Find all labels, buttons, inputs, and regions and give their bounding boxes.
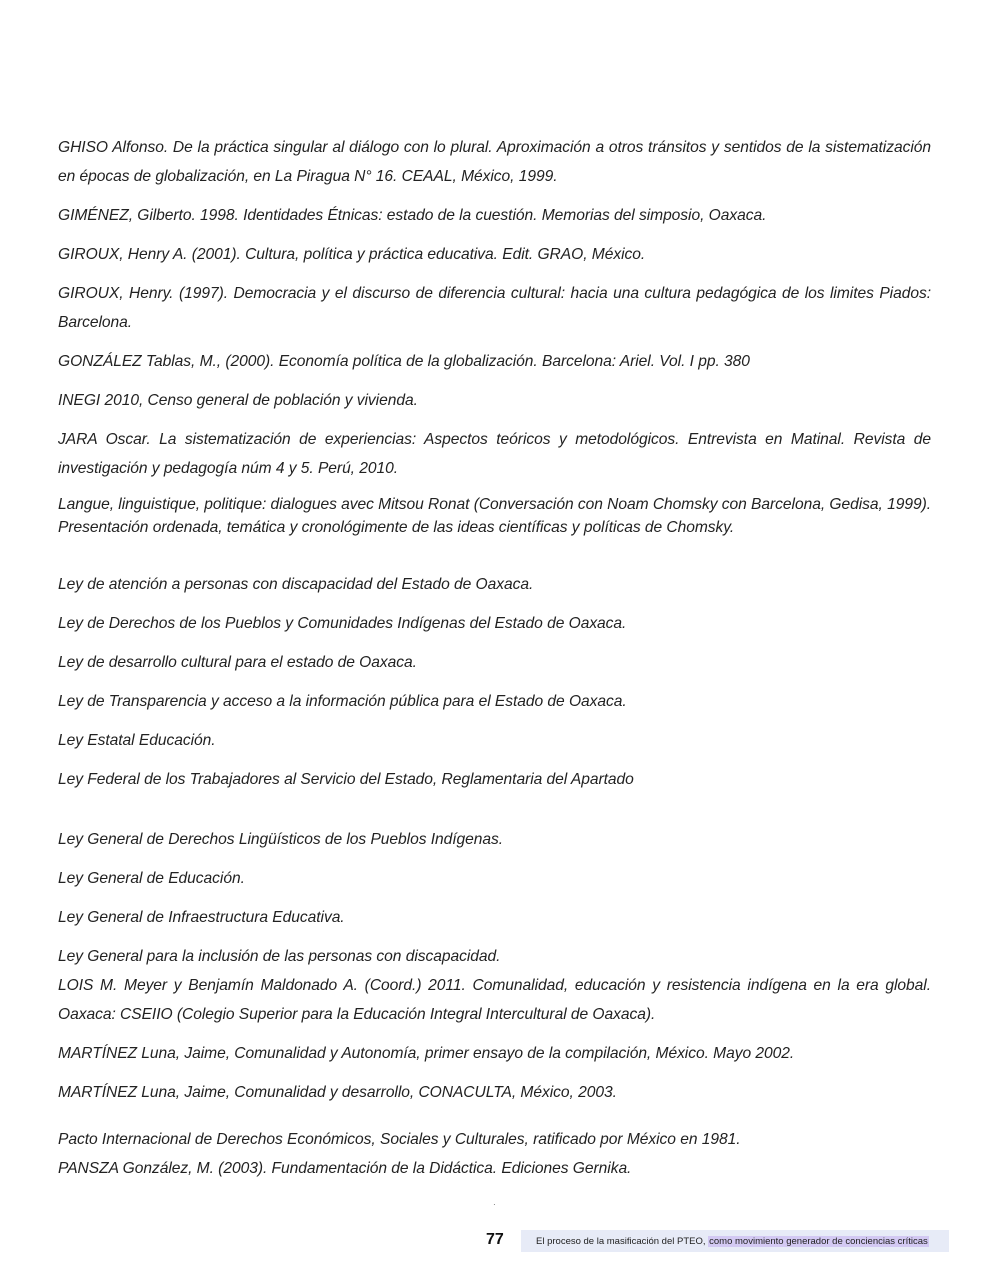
separator-dot: · xyxy=(493,1200,496,1209)
footer-title-highlight: como movimiento generador de conciencias críticas xyxy=(709,1235,928,1247)
page-number: 77 xyxy=(486,1231,504,1248)
references-list xyxy=(58,133,931,1193)
footer-title-band xyxy=(521,1230,949,1252)
footer-title-plain: El proceso de la masificación del PTEO, xyxy=(536,1235,709,1247)
reference-entry: MARTÍNEZ Luna, Jaime, Comunalidad y desarrollo, CONACULTA, México, 2003. xyxy=(58,1084,617,1101)
reference-entry: Ley General para la inclusión de las personas con discapacidad. xyxy=(58,948,501,965)
reference-entry: Ley de Derechos de los Pueblos y Comunidades Indígenas del Estado de Oaxaca. xyxy=(58,615,627,632)
reference-entry: Pacto Internacional de Derechos Económicos, Sociales y Culturales, ratificado por México en 1981. xyxy=(58,1131,741,1148)
reference-entry: GONZÁLEZ Tablas, M., (2000). Economía política de la globalización. Barcelona: Ariel. Vol. I pp. 380 xyxy=(58,353,750,370)
reference-entry: LOIS M. Meyer y Benjamín Maldonado A. (Coord.) 2011. Comunalidad, educación y resistencia indígena en la era global. Oaxaca: CSEIIO (Colegio Superior para la Educación Integral Intercultural de Oaxaca). xyxy=(58,977,931,1023)
reference-entry: Ley de atención a personas con discapacidad del Estado de Oaxaca. xyxy=(58,576,534,593)
reference-entry: Ley Federal de los Trabajadores al Servicio del Estado, Reglamentaria del Apartado xyxy=(58,771,634,788)
reference-entry: GHISO Alfonso. De la práctica singular al diálogo con lo plural. Aproximación a otros tránsitos y sentidos de la sistematización en épocas de globalización, en La Piragua N° 16. CEAAL, México, 1999. xyxy=(58,139,931,185)
reference-entry: Ley General de Educación. xyxy=(58,870,245,887)
reference-entry: MARTÍNEZ Luna, Jaime, Comunalidad y Autonomía, primer ensayo de la compilación, México. Mayo 2002. xyxy=(58,1045,795,1062)
page-footer xyxy=(0,1228,990,1254)
reference-entry: Ley General de Derechos Lingüísticos de los Pueblos Indígenas. xyxy=(58,831,504,848)
reference-entry: GIROUX, Henry. (1997). Democracia y el discurso de diferencia cultural: hacia una cultura pedagógica de los limites Piados: Barcelona. xyxy=(58,285,931,331)
reference-entry: Ley Estatal Educación. xyxy=(58,732,216,749)
reference-entry: Ley de Transparencia y acceso a la información pública para el Estado de Oaxaca. xyxy=(58,693,627,710)
footer-title xyxy=(536,1236,929,1247)
reference-entry: PANSZA González, M. (2003). Fundamentación de la Didáctica. Ediciones Gernika. xyxy=(58,1160,632,1177)
reference-entry: GIMÉNEZ, Gilberto. 1998. Identidades Étnicas: estado de la cuestión. Memorias del simposio, Oaxaca. xyxy=(58,207,767,224)
reference-entry: JARA Oscar. La sistematización de experiencias: Aspectos teóricos y metodológicos. Entrevista en Matinal. Revista de investigación y pedagogía núm 4 y 5. Perú, 2010. xyxy=(58,431,931,477)
reference-entry: Ley General de Infraestructura Educativa. xyxy=(58,909,345,926)
reference-entry: INEGI 2010, Censo general de población y vivienda. xyxy=(58,392,418,409)
reference-entry: GIROUX, Henry A. (2001). Cultura, política y práctica educativa. Edit. GRAO, México. xyxy=(58,246,646,263)
reference-entry: Ley de desarrollo cultural para el estado de Oaxaca. xyxy=(58,654,417,671)
reference-entry: Langue, linguistique, politique: dialogues avec Mitsou Ronat (Conversación con Noam Chomsky con Barcelona, Gedisa, 1999). Presentación ordenada, temática y cronológimente de las ideas científicas y políticas de Chomsky. xyxy=(58,496,931,536)
